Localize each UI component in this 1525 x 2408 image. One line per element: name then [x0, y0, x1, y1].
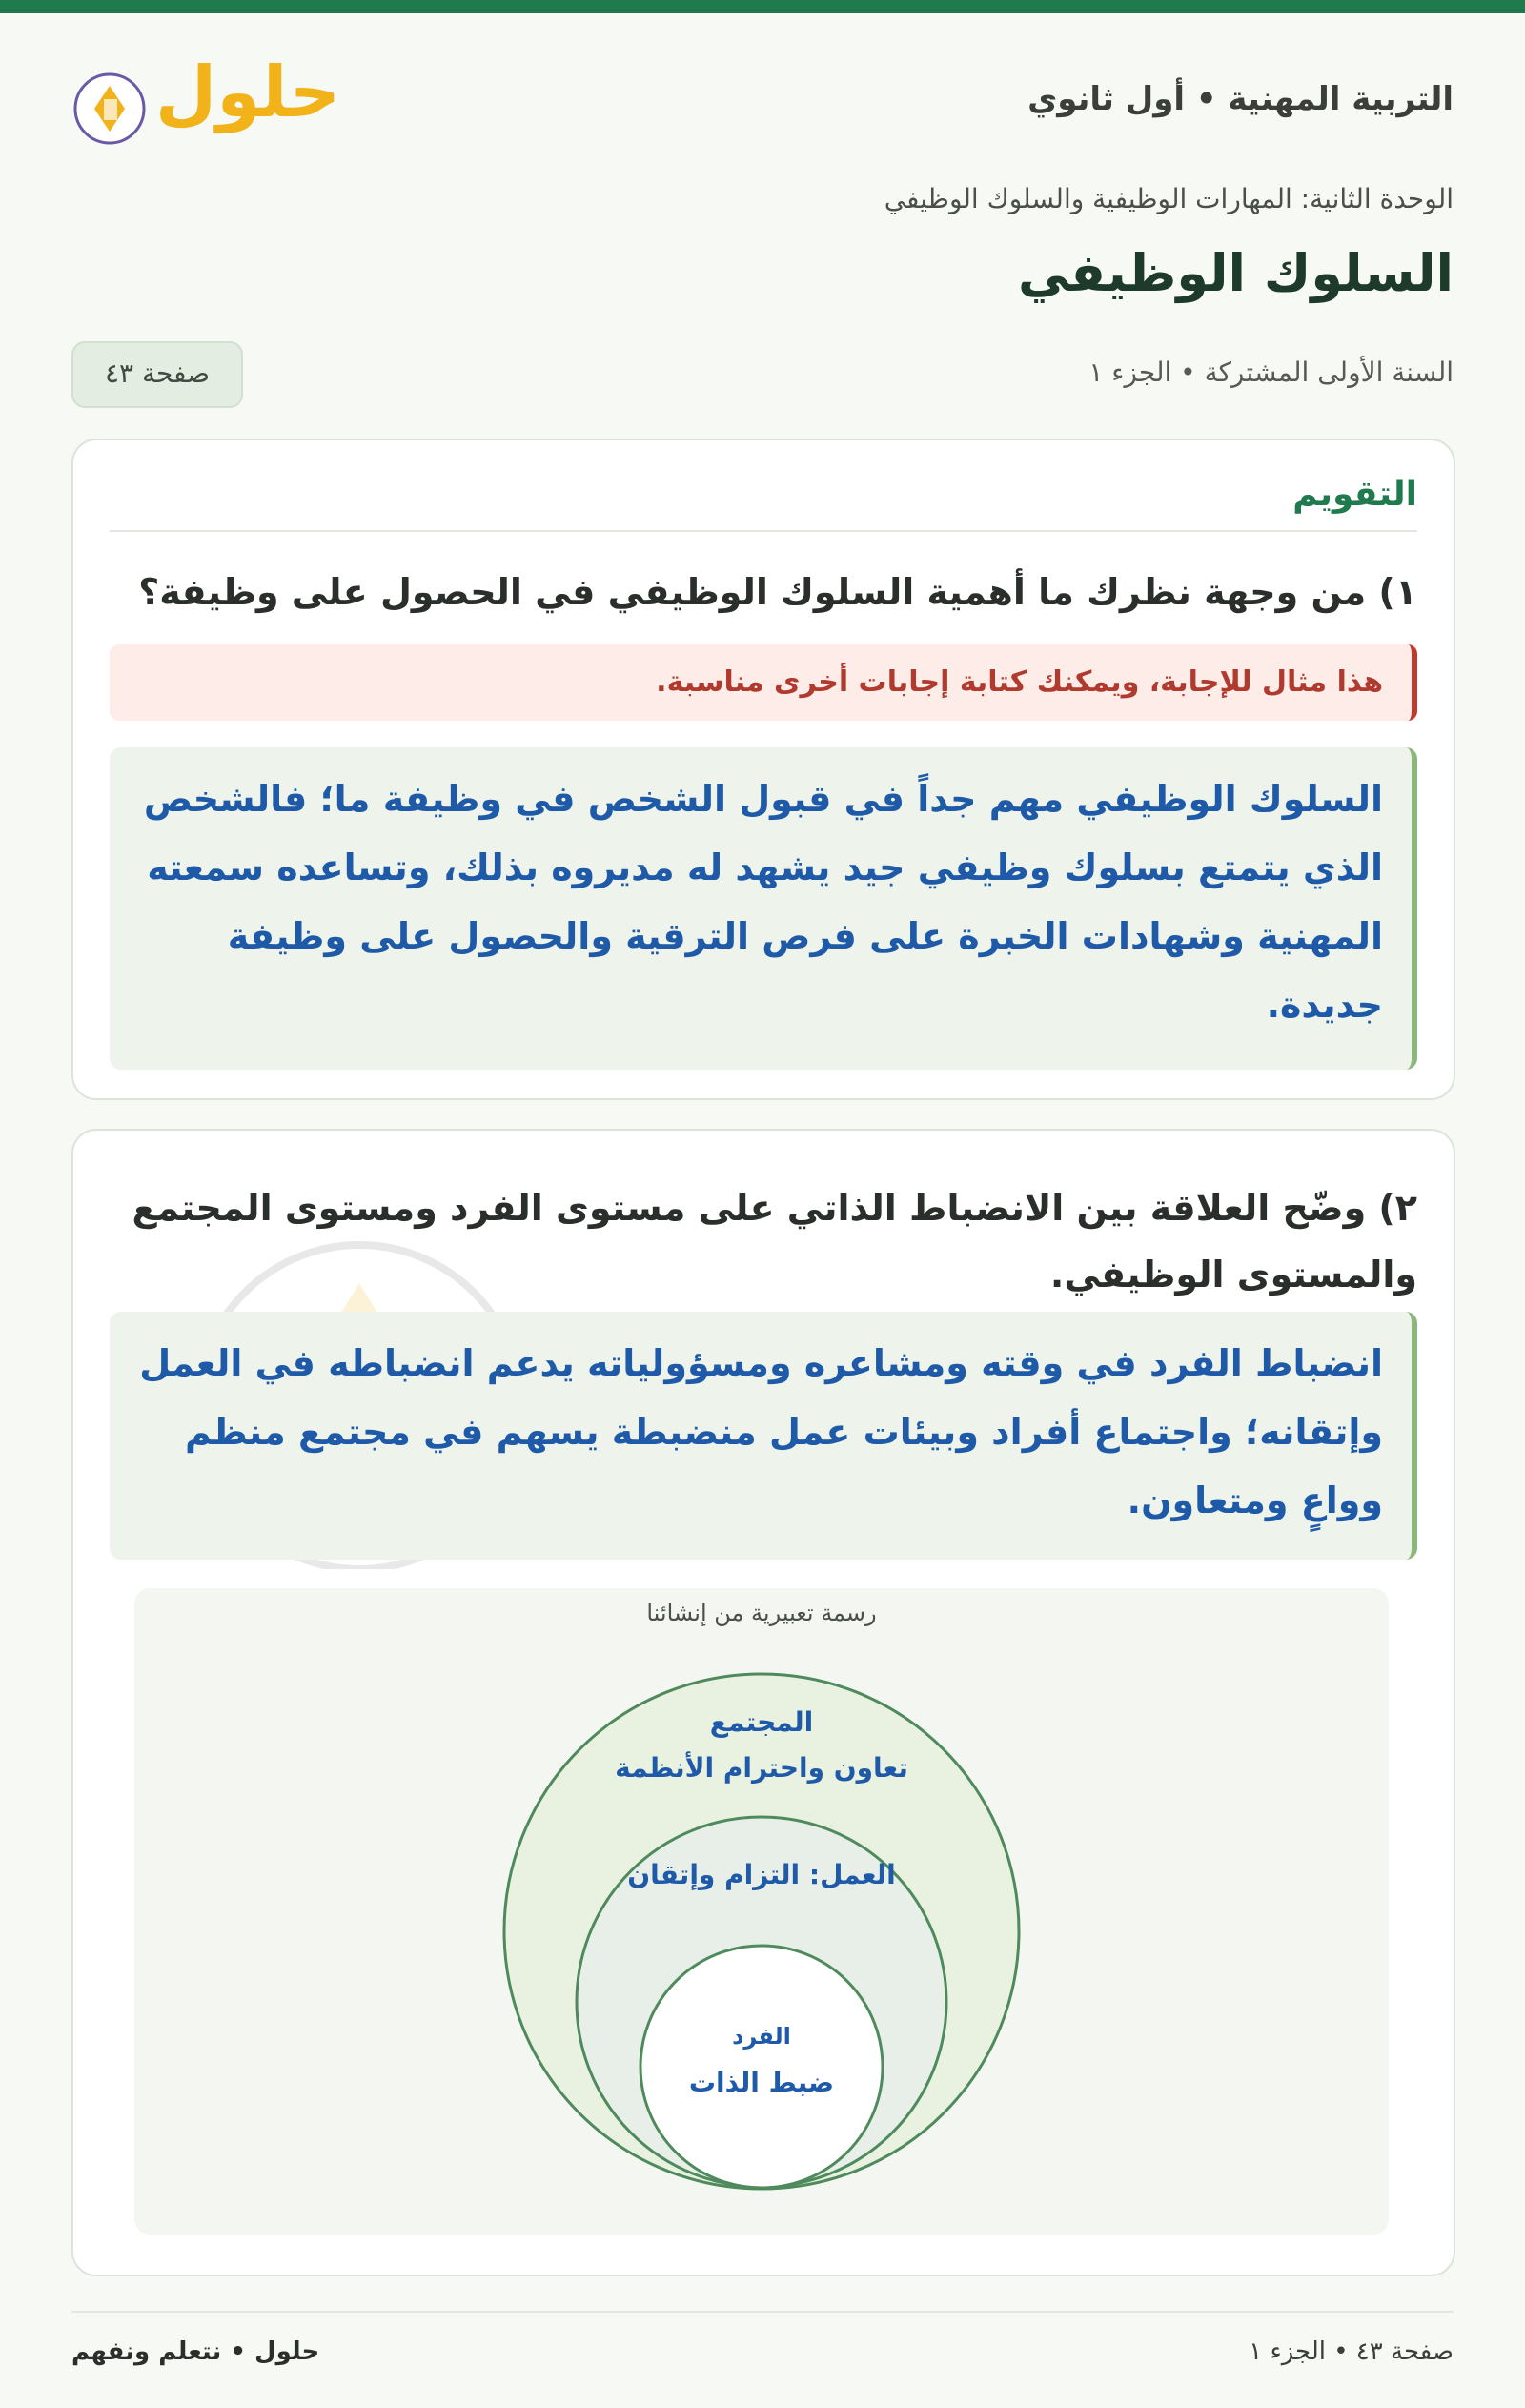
circles-diagram [134, 1588, 1389, 2235]
question-card-1 [71, 439, 1455, 1100]
logo-wordmark: حلول [155, 51, 341, 133]
grade-meta: السنة الأولى المشتركة • الجزء ١ [1088, 357, 1454, 388]
society-subtitle: تعاون واحترام الأنظمة [615, 1752, 908, 1784]
society-title: المجتمع [709, 1706, 814, 1738]
hulul-logo[interactable] [71, 51, 341, 151]
logo-badge-icon [71, 71, 148, 147]
individual-subtitle: ضبط الذات [688, 2067, 835, 2098]
question-card-2 [71, 1129, 1455, 2276]
question-1-text: ١) من وجهة نظرك ما أهمية السلوك الوظيفي في الحصول على وظيفة؟ [138, 571, 1417, 613]
answer-1-text: السلوك الوظيفي مهم جداً في قبول الشخص في وظيفة ما؛ فالشخص الذي يتمتع بسلوك وظيفي جيد يشهد له مديروه بذلك، وتساعده سمعته المهنية وشهادات الخبرة على فرص الترقية والحصول على وظيفة جديدة. [110, 747, 1417, 1070]
footer-slogan: حلول • نتعلم ونفهم [71, 2337, 320, 2366]
unit-label: الوحدة الثانية: المهارات الوظيفية والسلوك الوظيفي [884, 183, 1454, 214]
subject-title: التربية المهنية • أول ثانوي [1027, 80, 1454, 118]
answer-2-text: انضباط الفرد في وقته ومشاعره ومسؤولياته يدعم انضباطه في العمل وإتقانه؛ واجتماع أفراد وبيئات عمل منضبطة يسهم في مجتمع منظم وواعٍ ومتعاون. [110, 1312, 1417, 1560]
page-title: السلوك الوظيفي [1018, 243, 1454, 303]
page-number-badge: صفحة ٤٣ [71, 341, 243, 408]
footer-page-info: صفحة ٤٣ • الجزء ١ [1249, 2337, 1454, 2366]
section-heading: التقويم [110, 475, 1417, 532]
answer-note: هذا مثال للإجابة، ويمكنك كتابة إجابات أخرى مناسبة. [110, 644, 1417, 721]
top-accent-bar [0, 0, 1525, 13]
page-header [71, 51, 1454, 153]
figure-caption: رسمة تعبيرية من إنشائنا [646, 1600, 877, 1626]
work-label: العمل: التزام وإتقان [627, 1859, 896, 1890]
question-2-text: ٢) وضّح العلاقة بين الانضباط الذاتي على مستوى الفرد ومستوى المجتمع والمستوى الوظيفي. [132, 1187, 1417, 1296]
footer-divider [71, 2311, 1454, 2313]
individual-title: الفرد [732, 2023, 791, 2050]
concentric-circles-figure [134, 1588, 1389, 2235]
